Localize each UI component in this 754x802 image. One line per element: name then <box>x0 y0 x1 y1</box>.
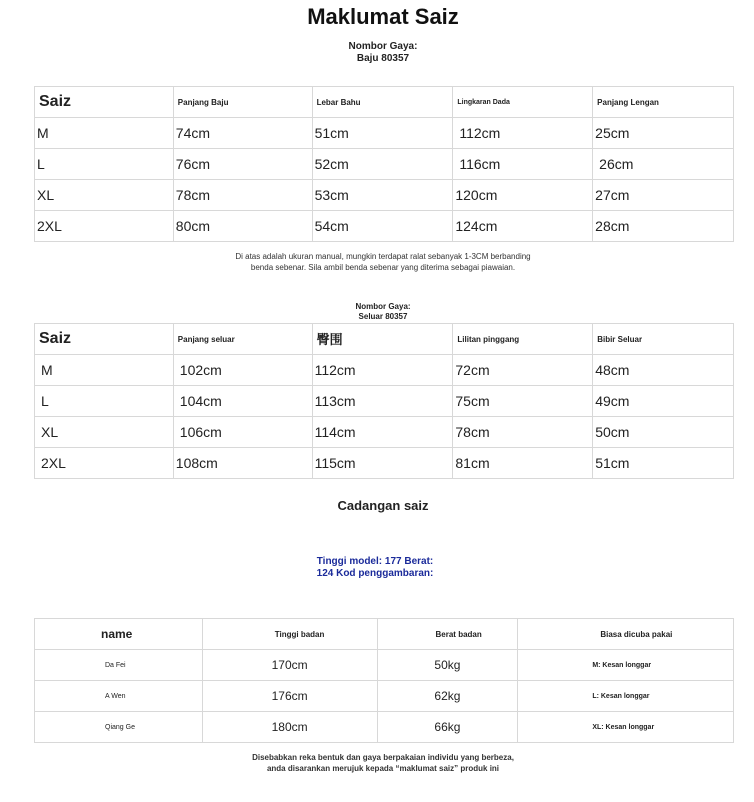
table-header-row <box>35 619 734 650</box>
table-row <box>35 448 734 479</box>
header-biasa-dicuba: Biasa dicuba pakai <box>518 619 734 650</box>
value-cell: 81cm <box>453 448 593 479</box>
note-line-2: benda sebenar. Sila ambil benda sebenar yang diterima sebagai piawaian. <box>250 263 516 272</box>
value-cell: 116cm <box>453 149 593 180</box>
person-name: A Wen <box>35 681 203 712</box>
value-cell: 112cm <box>453 118 593 149</box>
value-cell: 50cm <box>593 417 734 448</box>
footer-line-1: Disebabkan reka bentuk dan gaya berpakaian individu yang berbeza, <box>252 753 514 762</box>
value-cell: 26cm <box>593 149 734 180</box>
value-cell: 25cm <box>593 118 734 149</box>
person-name: Qiang Ge <box>35 712 203 743</box>
header-tinggi-badan: Tinggi badan <box>202 619 377 650</box>
weight-cell: 50kg <box>377 650 518 681</box>
size-cell: XL <box>35 180 174 211</box>
pants-style-value: Seluar 80357 <box>358 312 408 321</box>
header-saiz: Saiz <box>35 324 174 355</box>
shirt-size-table <box>34 86 734 242</box>
footer-line-2: anda disarankan merujuk kepada “maklumat saiz” produk ini <box>266 764 500 773</box>
size-cell: M <box>35 118 174 149</box>
height-cell: 180cm <box>202 712 377 743</box>
weight-cell: 66kg <box>377 712 518 743</box>
person-name: Da Fei <box>35 650 203 681</box>
value-cell: 80cm <box>173 211 312 242</box>
height-cell: 170cm <box>202 650 377 681</box>
fit-cell: M: Kesan longgar <box>518 650 734 681</box>
header-name: name <box>35 619 203 650</box>
value-cell: 48cm <box>593 355 734 386</box>
value-cell: 112cm <box>312 355 453 386</box>
measurement-note <box>0 251 754 273</box>
height-cell: 176cm <box>202 681 377 712</box>
pants-style-number <box>0 302 754 322</box>
table-row <box>35 149 734 180</box>
value-cell: 78cm <box>173 180 312 211</box>
header-bibir-seluar: Bibir Seluar <box>593 324 734 355</box>
table-row <box>35 386 734 417</box>
table-row <box>35 118 734 149</box>
model-info-line-2: 124 Kod penggambaran: <box>316 568 434 579</box>
header-panjang-seluar: Panjang seluar <box>173 324 312 355</box>
header-lilitan-pinggang: Lilitan pinggang <box>453 324 593 355</box>
value-cell: 114cm <box>312 417 453 448</box>
table-row <box>35 681 734 712</box>
model-info-line-1: Tinggi model: 177 Berat: <box>316 556 434 567</box>
model-info-box <box>256 556 494 586</box>
value-cell: 76cm <box>173 149 312 180</box>
table-row <box>35 650 734 681</box>
header-panjang-baju: Panjang Baju <box>173 87 312 118</box>
value-cell: 104cm <box>173 386 312 417</box>
value-cell: 120cm <box>453 180 593 211</box>
value-cell: 54cm <box>312 211 453 242</box>
header-hip: 臀围 <box>312 324 453 355</box>
table-row <box>35 180 734 211</box>
value-cell: 51cm <box>312 118 453 149</box>
pants-style-label: Nombor Gaya: <box>355 302 411 311</box>
value-cell: 124cm <box>453 211 593 242</box>
weight-cell: 62kg <box>377 681 518 712</box>
size-cell: 2XL <box>35 211 174 242</box>
size-cell: L <box>35 149 174 180</box>
value-cell: 102cm <box>173 355 312 386</box>
value-cell: 49cm <box>593 386 734 417</box>
note-line-1: Di atas adalah ukuran manual, mungkin terdapat ralat sebanyak 1-3CM berbanding <box>235 252 531 261</box>
table-row <box>35 712 734 743</box>
size-cell: L <box>35 386 174 417</box>
value-cell: 108cm <box>173 448 312 479</box>
size-cell: M <box>35 355 174 386</box>
value-cell: 53cm <box>312 180 453 211</box>
value-cell: 78cm <box>453 417 593 448</box>
value-cell: 75cm <box>453 386 593 417</box>
table-row <box>35 355 734 386</box>
value-cell: 74cm <box>173 118 312 149</box>
fit-cell: XL: Kesan longgar <box>518 712 734 743</box>
header-berat-badan: Berat badan <box>377 619 518 650</box>
header-panjang-lengan: Panjang Lengan <box>593 87 734 118</box>
table-header-row <box>35 324 734 355</box>
header-lingkaran-dada: Lingkaran Dada <box>453 87 593 118</box>
fit-cell: L: Kesan longgar <box>518 681 734 712</box>
size-recommendation-table <box>34 618 734 743</box>
header-saiz: Saiz <box>35 87 174 118</box>
size-cell: 2XL <box>35 448 174 479</box>
shirt-style-value: Baju 80357 <box>356 53 410 64</box>
page-title: Maklumat Saiz <box>307 4 459 29</box>
footer-note <box>0 752 754 774</box>
size-cell: XL <box>35 417 174 448</box>
table-row <box>35 417 734 448</box>
value-cell: 72cm <box>453 355 593 386</box>
value-cell: 52cm <box>312 149 453 180</box>
table-row <box>35 211 734 242</box>
size-recommendation-heading: Cadangan saiz <box>337 498 429 513</box>
value-cell: 106cm <box>173 417 312 448</box>
value-cell: 28cm <box>593 211 734 242</box>
pants-size-table <box>34 323 734 479</box>
table-header-row <box>35 87 734 118</box>
shirt-style-label: Nombor Gaya: <box>348 41 418 52</box>
header-lebar-bahu: Lebar Bahu <box>312 87 453 118</box>
value-cell: 115cm <box>312 448 453 479</box>
value-cell: 51cm <box>593 448 734 479</box>
value-cell: 27cm <box>593 180 734 211</box>
shirt-style-number <box>0 41 754 65</box>
value-cell: 113cm <box>312 386 453 417</box>
